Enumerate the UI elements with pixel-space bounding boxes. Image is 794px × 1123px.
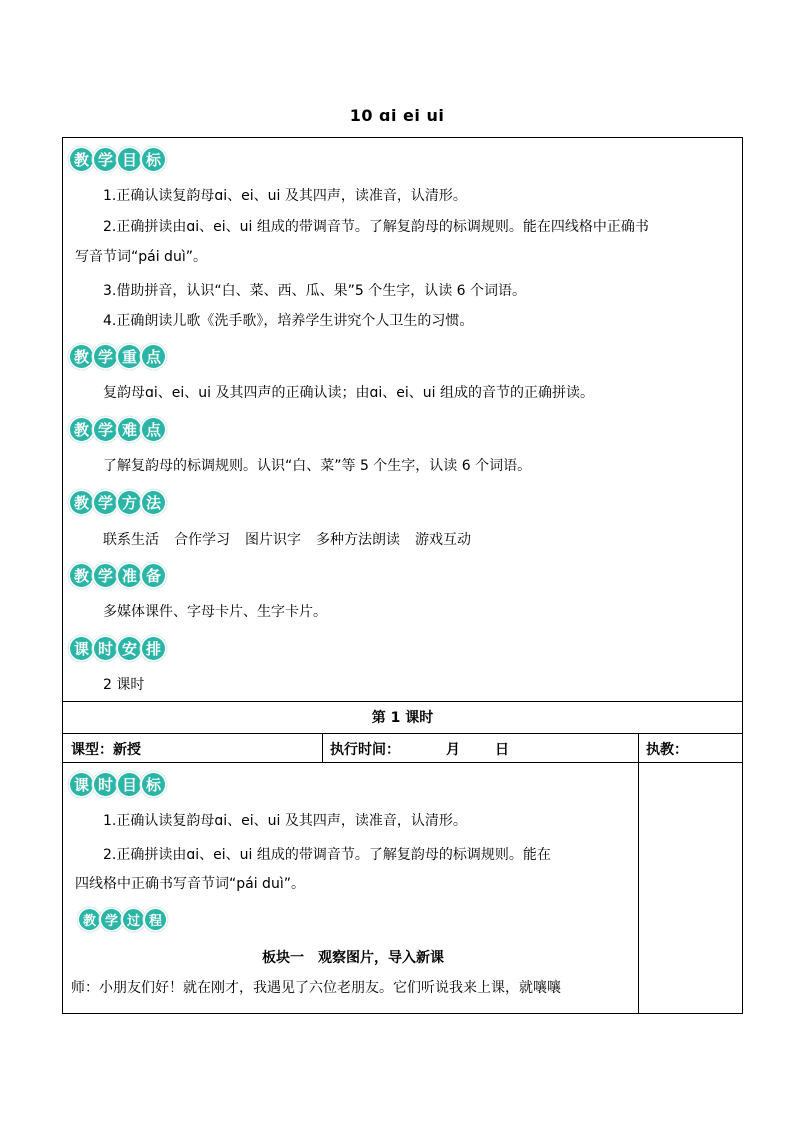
badge-char: 教 <box>70 345 93 368</box>
block-title: 板块一 观察图片，导入新课 <box>262 950 444 966</box>
badge-char: 点 <box>142 345 165 368</box>
section-badge-difficulties <box>70 418 165 441</box>
method-item: 图片识字 <box>245 532 301 548</box>
process-text: 师：小朋友们好！就在刚才，我遇见了六位老朋友。它们听说我来上课，就嚷嚷 <box>71 980 561 996</box>
badge-char: 目 <box>118 773 141 796</box>
key-points-text: 复韵母ɑi、ei、ui 及其四声的正确认读；由ɑi、ei、ui 组成的音节的正确拼读。 <box>103 385 594 401</box>
methods-list <box>103 530 471 550</box>
preparation-text: 多媒体课件、字母卡片、生字卡片。 <box>103 604 327 620</box>
badge-char: 教 <box>70 418 93 441</box>
section-badge-schedule <box>70 637 165 660</box>
day-label: 日 <box>495 742 509 758</box>
badge-char: 时 <box>94 773 117 796</box>
column-divider <box>638 733 639 1014</box>
badge-char: 时 <box>94 637 117 660</box>
objective-line: 1.正确认读复韵母ɑi、ei、ui 及其四声，读准音，认清形。 <box>103 188 467 204</box>
badge-char: 标 <box>142 773 165 796</box>
difficulties-text: 了解复韵母的标调规则。认识“白、菜”等 5 个生字，认读 6 个词语。 <box>103 458 532 474</box>
badge-char: 方 <box>118 491 141 514</box>
badge-char: 教 <box>79 909 100 930</box>
badge-char: 目 <box>118 148 141 171</box>
column-divider <box>322 733 323 762</box>
section-badge-objectives <box>70 148 165 171</box>
section-badge-preparation <box>70 564 165 587</box>
schedule-text: 2 课时 <box>103 677 145 693</box>
badge-char: 学 <box>94 564 117 587</box>
table-divider <box>62 762 743 763</box>
section-badge-methods <box>70 491 165 514</box>
badge-char: 课 <box>70 773 93 796</box>
badge-char: 标 <box>142 148 165 171</box>
badge-char: 教 <box>70 564 93 587</box>
section-badge-key-points <box>70 345 165 368</box>
badge-char: 备 <box>142 564 165 587</box>
table-divider <box>62 701 743 702</box>
page-title: 10 ɑi ei ui <box>349 106 445 125</box>
table-divider <box>62 733 743 734</box>
objective-line: 3.借助拼音，认识“白、菜、西、瓜、果”5 个生字，认读 6 个词语。 <box>103 283 527 299</box>
badge-char: 法 <box>142 491 165 514</box>
badge-char: 学 <box>101 909 122 930</box>
badge-char: 准 <box>118 564 141 587</box>
badge-char: 难 <box>118 418 141 441</box>
badge-char: 教 <box>70 491 93 514</box>
execution-time-label: 执行时间： <box>330 742 400 758</box>
badge-char: 课 <box>70 637 93 660</box>
objective-line: 4.正确朗读儿歌《洗手歌》，培养学生讲究个人卫生的习惯。 <box>103 313 474 329</box>
lesson-title: 第 1 课时 <box>371 710 434 726</box>
method-item: 游戏互动 <box>415 532 471 548</box>
badge-char: 程 <box>145 909 166 930</box>
badge-char: 过 <box>123 909 144 930</box>
method-item: 联系生活 <box>103 532 159 548</box>
month-label: 月 <box>446 742 460 758</box>
lesson-objective-line: 1.正确认读复韵母ɑi、ei、ui 及其四声，读准音，认清形。 <box>103 813 467 829</box>
badge-char: 教 <box>70 148 93 171</box>
objective-line: 2.正确拼读由ɑi、ei、ui 组成的带调音节。了解复韵母的标调规则。能在四线格中正确书 <box>103 219 649 235</box>
section-badge-lesson-objectives <box>70 773 165 796</box>
teacher-label: 执教： <box>646 742 688 758</box>
objective-line: 写音节词“pái duì”。 <box>75 249 207 265</box>
badge-char: 学 <box>94 418 117 441</box>
lesson-type: 课型：新授 <box>71 742 141 758</box>
badge-char: 学 <box>94 491 117 514</box>
badge-char: 点 <box>142 418 165 441</box>
section-badge-process <box>79 909 166 930</box>
badge-char: 学 <box>94 148 117 171</box>
badge-char: 学 <box>94 345 117 368</box>
badge-char: 排 <box>142 637 165 660</box>
method-item: 合作学习 <box>174 532 230 548</box>
lesson-objective-line: 四线格中正确书写音节词“pái duì”。 <box>75 876 305 892</box>
badge-char: 安 <box>118 637 141 660</box>
badge-char: 重 <box>118 345 141 368</box>
method-item: 多种方法朗读 <box>316 532 400 548</box>
lesson-objective-line: 2.正确拼读由ɑi、ei、ui 组成的带调音节。了解复韵母的标调规则。能在 <box>103 847 551 863</box>
